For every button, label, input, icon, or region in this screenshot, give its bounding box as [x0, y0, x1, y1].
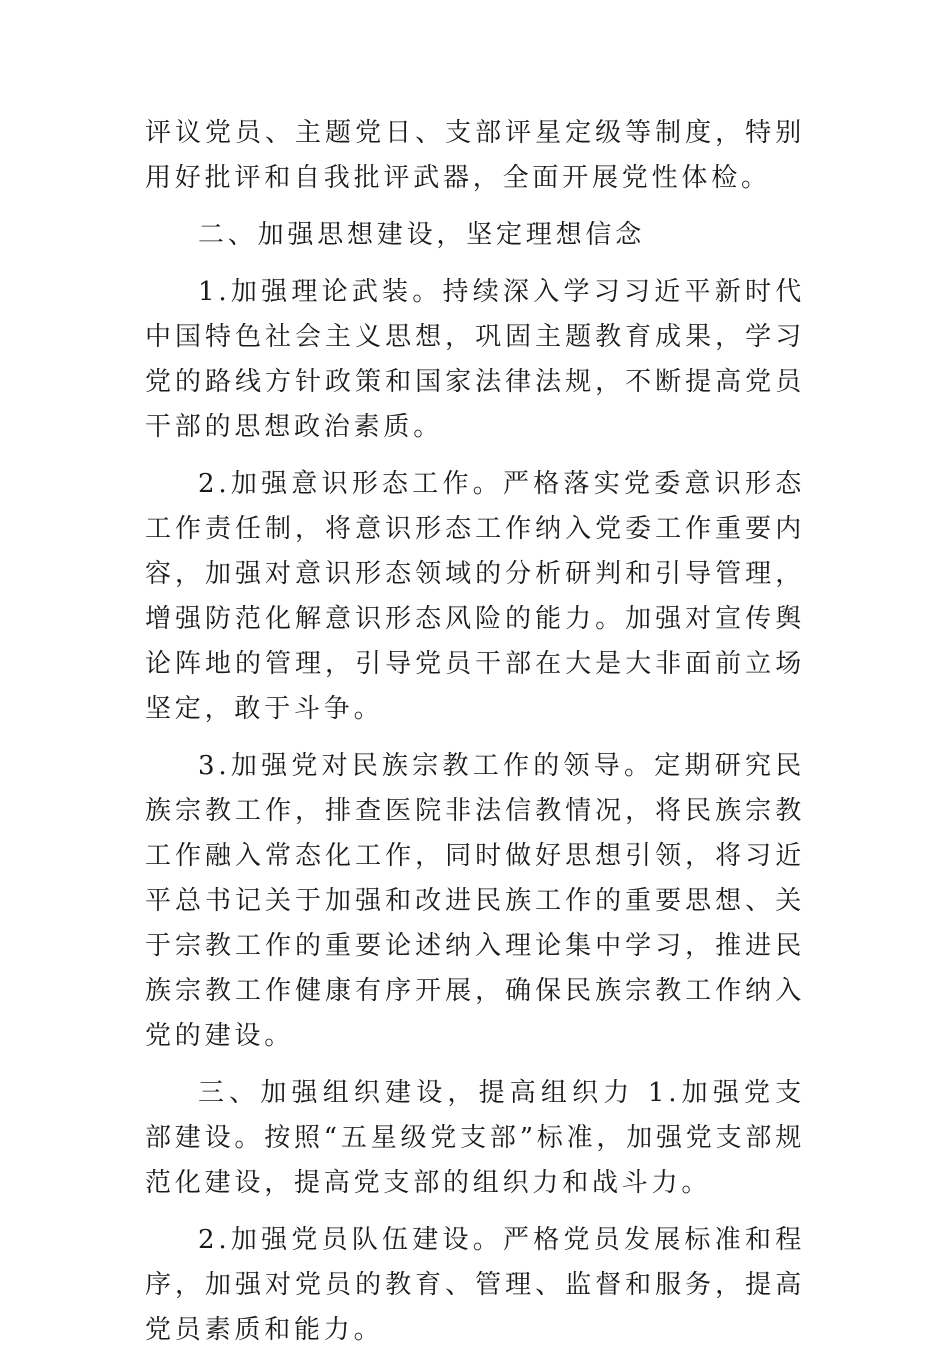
paragraph-theory: 1.加强理论武装。持续深入学习习近平新时代中国特色社会主义思想，巩固主题教育成果，学习党的路线方针政策和国家法律法规，不断提高党员干部的思想政治素质。: [145, 277, 805, 442]
paragraph-ideology: 2.加强意识形态工作。严格落实党委意识形态工作责任制，将意识形态工作纳入党委工作重要内容，加强对意识形态领域的分析研判和引导管理，增强防范化解意识形态风险的能力。加强对宣传舆论阵地的管理，引导党员干部在大是大非面前立场坚定，敢于斗争。: [145, 469, 805, 724]
document-body: [145, 111, 805, 1365]
paragraph-party-members: 2.加强党员队伍建设。严格党员发展标准和程序，加强对党员的教育、管理、监督和服务，提高党员素质和能力。: [145, 1225, 805, 1345]
section-heading-2: 二、加强思想建设，坚定理想信念: [198, 220, 646, 250]
paragraph-ethnic-religion: 3.加强党对民族宗教工作的领导。定期研究民族宗教工作，排查医院非法信教情况，将民族宗教工作融入常态化工作，同时做好思想引领，将习近平总书记关于加强和改进民族工作的重要思想、关于宗教工作的重要论述纳入理论集中学习，推进民族宗教工作健康有序开展，确保民族宗教工作纳入党的建设。: [145, 751, 805, 1051]
paragraph-continuation: 评议党员、主题党日、支部评星定级等制度，特别用好批评和自我批评武器，全面开展党性体检。: [145, 118, 805, 193]
paragraph-organization: 三、加强组织建设，提高组织力 1.加强党支部建设。按照“五星级党支部”标准，加强党支部规范化建设，提高党支部的组织力和战斗力。: [145, 1078, 805, 1198]
